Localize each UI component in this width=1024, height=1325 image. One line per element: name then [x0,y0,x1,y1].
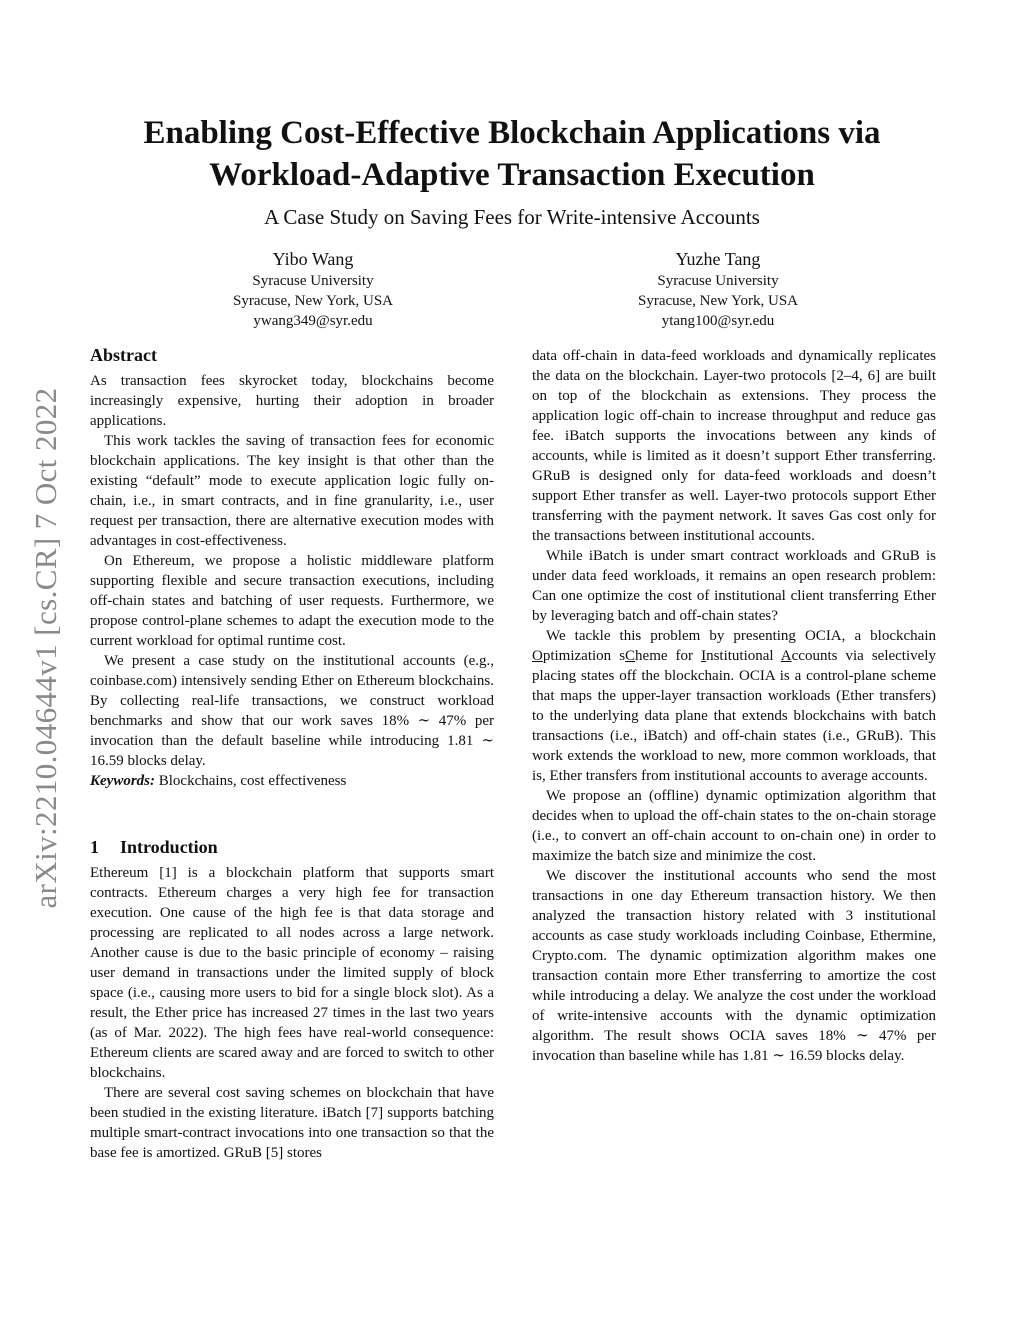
abstract-paragraph: We present a case study on the institutional accounts (e.g., coinbase.com) intensively sending Ether on Ethereum blockchains. By collecting real-life transactions, we construct workload benchmarks and show that our work saves 18% ∼ 47% per invocation than the default baseline while introducing 1.81 ∼ 16.59 blocks delay. [90,653,494,769]
intro-paragraph: data off-chain in data-feed workloads and dynamically replicates the data on the blockchain. Layer-two protocols [2–4, 6] are built on top of the blockchain as extensions. They process the application logic off-chain to increase throughput and reduce gas fee. iBatch supports the invocations between any kinds of accounts, while is limited as it doesn’t support Ether transferring. GRuB is designed only for data-feed workloads and doesn’t support Ether transfer as well. Layer-two protocols support Ether transferring with the payment network. It saves Gas cost only for the transactions between institutional accounts. [532,348,936,544]
author-email: ywang349@syr.edu [253,313,373,329]
author-email: ytang100@syr.edu [661,313,775,329]
right-column [532,346,936,1066]
section-title: Introduction [120,837,218,857]
intro-paragraph: Ethereum [1] is a blockchain platform that supports smart contracts. Ethereum charges a very high fee for transaction execution. One cause of the high fee is that data storage and processing are replicated to all nodes across a large network. Another cause is due to the basic principle of economy – raising user demand in transactions under the limited supply of block space (i.e., causing more users to bid for a single block slot). As a result, the Ether price has increased 27 times in the last two years (as of Mar. 2022). The high fees have real-world consequence: Ethereum clients are scared away and are forced to switch to other blockchains. [90,865,494,1081]
abstract-paragraph: On Ethereum, we propose a holistic middleware platform supporting flexible and secure transaction executions, including off-chain states and batching of user requests. Furthermore, we propose control-plane schemes to adapt the execution mode to the current workload for optimal runtime cost. [90,553,494,649]
paper-title [80,112,944,196]
arxiv-id-text: arXiv:2210.04644v1 [cs.CR] 7 Oct 2022 [28,386,63,909]
intro-paragraph: There are several cost saving schemes on blockchain that have been studied in the existing literature. iBatch [7] supports batching multiple smart-contract invocations into one transaction so that the base fee is amortized. GRuB [5] stores [90,1085,494,1161]
author-name: Yibo Wang [272,249,354,269]
intro-paragraph: We tackle this problem by presenting OCIA, a blockchain Optimization sCheme for Institutional Accounts via selectively placing states off the blockchain. OCIA is a control-plane scheme that maps the upper-layer transaction workloads (Ether transfers) to the underlying data plane that extends blockchains with batch transactions (i.e., iBatch) and off-chain states (i.e., GRuB). This work extends the workload to new, more common workloads, that is, Ether transfers from institutional accounts to average accounts. [532,628,936,784]
author-name: Yuzhe Tang [675,249,761,269]
section-number: 1 [90,837,99,857]
keywords-label: Keywords: [90,773,155,789]
author-block-1 [153,247,473,331]
keywords-text: Blockchains, cost effectiveness [158,773,347,789]
title-line-2: Workload-Adaptive Transaction Execution [209,157,815,193]
title-line-1: Enabling Cost-Effective Blockchain Applications via [143,115,881,151]
intro-paragraph: While iBatch is under smart contract workloads and GRuB is under data feed workloads, it remains an open research problem: Can one optimize the cost of institutional client transferring Ether by leveraging batch and off-chain states? [532,548,936,624]
abstract-heading: Abstract [90,345,157,365]
author-affiliation: Syracuse University [657,273,779,289]
abstract-paragraph: This work tackles the saving of transaction fees for economic blockchain applications. The key insight is that other than the existing “default” mode to execute application logic fully on-chain, i.e., in smart contracts, and in fine granularity, i.e., user request per transaction, there are alternative execution modes with advantages in cost-effectiveness. [90,433,494,549]
keywords-line [90,771,494,791]
arxiv-identifier-stamp [24,365,68,930]
author-affiliation: Syracuse University [252,273,374,289]
introduction-heading [90,835,494,859]
author-location: Syracuse, New York, USA [233,293,393,309]
author-location: Syracuse, New York, USA [638,293,798,309]
paper-subtitle: A Case Study on Saving Fees for Write-intensive Accounts [264,205,760,229]
intro-paragraph: We propose an (offline) dynamic optimization algorithm that decides when to upload the off-chain states to the on-chain storage (i.e., to convert an off-chain account to on-chain one) in order to maximize the batch size and minimize the cost. [532,788,936,864]
abstract-paragraph: As transaction fees skyrocket today, blockchains become increasingly expensive, hurting their adoption in broader applications. [90,373,494,429]
author-block-2 [558,247,878,331]
intro-paragraph: We discover the institutional accounts who send the most transactions in one day Ethereum transaction history. We then analyzed the transaction history related with 3 institutional accounts as case study workloads including Coinbase, Ethermine, Crypto.com. The dynamic optimization algorithm makes one transaction contain more Ether transferring to amortize the cost while introducing a delay. We analyze the cost under the workload of write-intensive accounts with the dynamic optimization algorithm. The result shows OCIA saves 18% ∼ 47% per invocation than baseline while has 1.81 ∼ 16.59 blocks delay. [532,868,936,1064]
left-column [90,343,494,1163]
